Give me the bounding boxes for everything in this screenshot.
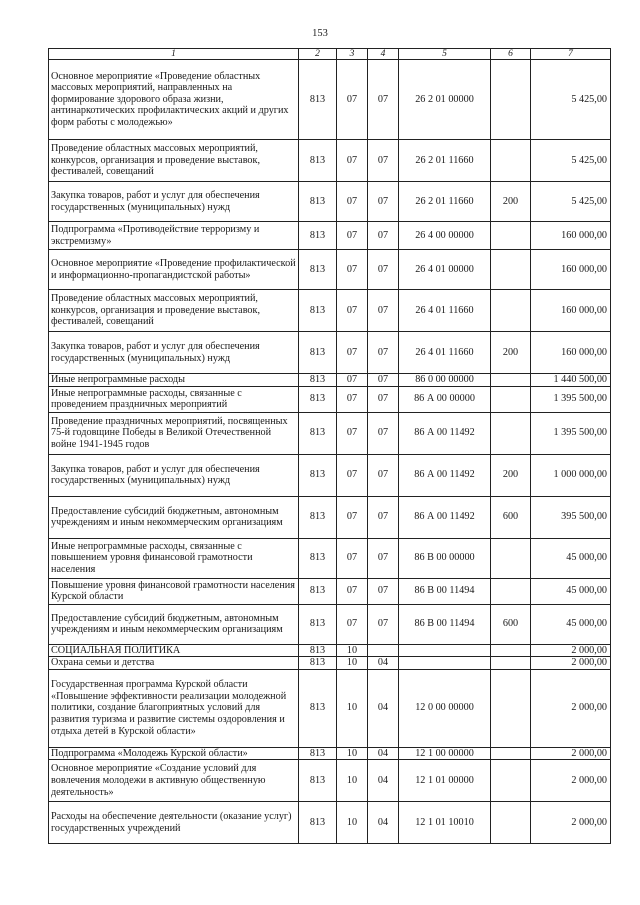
row-subsection-cell: 07 bbox=[368, 332, 399, 374]
row-amount-cell: 45 000,00 bbox=[531, 604, 611, 644]
header-col-1: 1 bbox=[49, 49, 299, 60]
row-name-cell: Подпрограмма «Молодежь Курской области» bbox=[49, 747, 299, 760]
table-row bbox=[49, 538, 611, 578]
row-section-cell: 07 bbox=[337, 290, 368, 332]
row-section-cell: 07 bbox=[337, 222, 368, 250]
row-section-cell: 07 bbox=[337, 250, 368, 290]
row-section-cell: 07 bbox=[337, 60, 368, 140]
row-target-code-cell: 86 А 00 00000 bbox=[399, 386, 491, 412]
row-name-cell: Иные непрограммные расходы, связанные с повышением уровня финансовой грамотности населения bbox=[49, 538, 299, 578]
row-admin-code-cell: 813 bbox=[299, 802, 337, 844]
row-subsection-cell: 07 bbox=[368, 290, 399, 332]
row-target-code-cell: 26 4 00 00000 bbox=[399, 222, 491, 250]
row-section-cell: 07 bbox=[337, 374, 368, 387]
row-admin-code-cell: 813 bbox=[299, 182, 337, 222]
row-name-cell: СОЦИАЛЬНАЯ ПОЛИТИКА bbox=[49, 644, 299, 657]
row-expense-type-cell bbox=[491, 60, 531, 140]
row-expense-type-cell bbox=[491, 290, 531, 332]
row-amount-cell: 160 000,00 bbox=[531, 250, 611, 290]
row-amount-cell: 45 000,00 bbox=[531, 538, 611, 578]
row-target-code-cell: 86 В 00 00000 bbox=[399, 538, 491, 578]
row-target-code-cell: 12 1 00 00000 bbox=[399, 747, 491, 760]
row-subsection-cell: 07 bbox=[368, 538, 399, 578]
row-expense-type-cell bbox=[491, 802, 531, 844]
table-row bbox=[49, 496, 611, 538]
row-admin-code-cell: 813 bbox=[299, 454, 337, 496]
row-amount-cell: 160 000,00 bbox=[531, 332, 611, 374]
table-row bbox=[49, 182, 611, 222]
row-subsection-cell: 07 bbox=[368, 374, 399, 387]
row-amount-cell: 2 000,00 bbox=[531, 802, 611, 844]
row-name-cell: Государственная программа Курской области «Повышение эффективности реализации молодежной политики, создание благоприятных условий для развития туризма и развитие системы оздоровления и отдыха детей в Курской области» bbox=[49, 669, 299, 747]
row-amount-cell: 2 000,00 bbox=[531, 669, 611, 747]
row-subsection-cell: 07 bbox=[368, 578, 399, 604]
row-expense-type-cell bbox=[491, 669, 531, 747]
row-name-cell: Предоставление субсидий бюджетным, автономным учреждениям и иным некоммерческим организациям bbox=[49, 496, 299, 538]
row-section-cell: 07 bbox=[337, 496, 368, 538]
row-target-code-cell: 86 А 00 11492 bbox=[399, 412, 491, 454]
table-row bbox=[49, 140, 611, 182]
row-amount-cell: 1 395 500,00 bbox=[531, 412, 611, 454]
header-col-7: 7 bbox=[531, 49, 611, 60]
row-expense-type-cell bbox=[491, 374, 531, 387]
row-admin-code-cell: 813 bbox=[299, 332, 337, 374]
row-expense-type-cell bbox=[491, 250, 531, 290]
row-expense-type-cell: 200 bbox=[491, 454, 531, 496]
header-col-6: 6 bbox=[491, 49, 531, 60]
row-amount-cell: 395 500,00 bbox=[531, 496, 611, 538]
row-target-code-cell: 26 4 01 11660 bbox=[399, 290, 491, 332]
row-target-code-cell: 26 2 01 11660 bbox=[399, 140, 491, 182]
row-subsection-cell: 07 bbox=[368, 604, 399, 644]
table-row bbox=[49, 386, 611, 412]
row-target-code-cell: 12 0 00 00000 bbox=[399, 669, 491, 747]
row-expense-type-cell bbox=[491, 644, 531, 657]
row-name-cell: Подпрограмма «Противодействие терроризму и экстремизму» bbox=[49, 222, 299, 250]
row-admin-code-cell: 813 bbox=[299, 669, 337, 747]
row-amount-cell: 5 425,00 bbox=[531, 60, 611, 140]
row-target-code-cell bbox=[399, 644, 491, 657]
row-section-cell: 10 bbox=[337, 644, 368, 657]
row-target-code-cell: 86 0 00 00000 bbox=[399, 374, 491, 387]
table-row bbox=[49, 222, 611, 250]
row-subsection-cell: 07 bbox=[368, 412, 399, 454]
row-name-cell: Основное мероприятие «Создание условий для вовлечения молодежи в активную общественную деятельность» bbox=[49, 760, 299, 802]
row-expense-type-cell bbox=[491, 386, 531, 412]
row-section-cell: 10 bbox=[337, 747, 368, 760]
row-target-code-cell: 12 1 01 10010 bbox=[399, 802, 491, 844]
row-name-cell: Иные непрограммные расходы, связанные с проведением праздничных мероприятий bbox=[49, 386, 299, 412]
row-subsection-cell: 04 bbox=[368, 760, 399, 802]
row-admin-code-cell: 813 bbox=[299, 538, 337, 578]
row-expense-type-cell bbox=[491, 222, 531, 250]
row-name-cell: Закупка товаров, работ и услуг для обеспечения государственных (муниципальных) нужд bbox=[49, 332, 299, 374]
row-expense-type-cell bbox=[491, 140, 531, 182]
budget-table bbox=[48, 48, 611, 844]
row-admin-code-cell: 813 bbox=[299, 747, 337, 760]
row-amount-cell: 1 000 000,00 bbox=[531, 454, 611, 496]
page-number: 153 bbox=[312, 28, 328, 39]
row-subsection-cell: 07 bbox=[368, 182, 399, 222]
row-expense-type-cell: 600 bbox=[491, 496, 531, 538]
row-name-cell: Проведение праздничных мероприятий, посвященных 75-й годовщине Победы в Великой Отечественной войне 1941-1945 годов bbox=[49, 412, 299, 454]
row-amount-cell: 1 440 500,00 bbox=[531, 374, 611, 387]
row-expense-type-cell: 200 bbox=[491, 182, 531, 222]
row-target-code-cell: 26 2 01 00000 bbox=[399, 60, 491, 140]
row-subsection-cell: 04 bbox=[368, 657, 399, 670]
row-target-code-cell: 12 1 01 00000 bbox=[399, 760, 491, 802]
row-name-cell: Охрана семьи и детства bbox=[49, 657, 299, 670]
row-expense-type-cell: 200 bbox=[491, 332, 531, 374]
row-admin-code-cell: 813 bbox=[299, 374, 337, 387]
row-admin-code-cell: 813 bbox=[299, 222, 337, 250]
row-section-cell: 10 bbox=[337, 669, 368, 747]
row-admin-code-cell: 813 bbox=[299, 140, 337, 182]
row-section-cell: 07 bbox=[337, 182, 368, 222]
row-expense-type-cell bbox=[491, 747, 531, 760]
row-section-cell: 07 bbox=[337, 386, 368, 412]
row-name-cell: Предоставление субсидий бюджетным, автономным учреждениям и иным некоммерческим организациям bbox=[49, 604, 299, 644]
table-row bbox=[49, 250, 611, 290]
table-row bbox=[49, 60, 611, 140]
header-col-4: 4 bbox=[368, 49, 399, 60]
row-admin-code-cell: 813 bbox=[299, 250, 337, 290]
row-amount-cell: 1 395 500,00 bbox=[531, 386, 611, 412]
row-name-cell: Закупка товаров, работ и услуг для обеспечения государственных (муниципальных) нужд bbox=[49, 182, 299, 222]
header-col-2: 2 bbox=[299, 49, 337, 60]
row-name-cell: Иные непрограммные расходы bbox=[49, 374, 299, 387]
row-name-cell: Основное мероприятие «Проведение областных массовых мероприятий, направленных на формирование здорового образа жизни, антинаркотических профилактических акций и других форм работы с молодежью» bbox=[49, 60, 299, 140]
row-admin-code-cell: 813 bbox=[299, 60, 337, 140]
row-section-cell: 07 bbox=[337, 454, 368, 496]
row-subsection-cell: 07 bbox=[368, 60, 399, 140]
row-subsection-cell: 07 bbox=[368, 140, 399, 182]
row-amount-cell: 45 000,00 bbox=[531, 578, 611, 604]
header-col-5: 5 bbox=[399, 49, 491, 60]
row-subsection-cell: 07 bbox=[368, 250, 399, 290]
table-row bbox=[49, 747, 611, 760]
row-admin-code-cell: 813 bbox=[299, 760, 337, 802]
row-section-cell: 10 bbox=[337, 802, 368, 844]
table-row bbox=[49, 332, 611, 374]
row-amount-cell: 5 425,00 bbox=[531, 182, 611, 222]
row-section-cell: 07 bbox=[337, 140, 368, 182]
row-subsection-cell: 07 bbox=[368, 222, 399, 250]
row-name-cell: Проведение областных массовых мероприятий, конкурсов, организация и проведение выставок, фестивалей, совещаний bbox=[49, 290, 299, 332]
table-row bbox=[49, 669, 611, 747]
row-amount-cell: 160 000,00 bbox=[531, 290, 611, 332]
row-subsection-cell bbox=[368, 644, 399, 657]
row-target-code-cell: 86 В 00 11494 bbox=[399, 578, 491, 604]
row-target-code-cell: 26 4 01 11660 bbox=[399, 332, 491, 374]
row-expense-type-cell bbox=[491, 538, 531, 578]
table-row bbox=[49, 454, 611, 496]
header-row bbox=[49, 49, 611, 60]
row-subsection-cell: 04 bbox=[368, 669, 399, 747]
row-target-code-cell: 86 В 00 11494 bbox=[399, 604, 491, 644]
row-expense-type-cell bbox=[491, 578, 531, 604]
row-target-code-cell: 86 А 00 11492 bbox=[399, 496, 491, 538]
table-row bbox=[49, 604, 611, 644]
row-subsection-cell: 04 bbox=[368, 747, 399, 760]
table-row bbox=[49, 374, 611, 387]
row-subsection-cell: 07 bbox=[368, 386, 399, 412]
row-admin-code-cell: 813 bbox=[299, 657, 337, 670]
row-section-cell: 07 bbox=[337, 332, 368, 374]
row-amount-cell: 2 000,00 bbox=[531, 747, 611, 760]
row-admin-code-cell: 813 bbox=[299, 644, 337, 657]
row-subsection-cell: 07 bbox=[368, 454, 399, 496]
header-col-3: 3 bbox=[337, 49, 368, 60]
row-admin-code-cell: 813 bbox=[299, 290, 337, 332]
row-subsection-cell: 04 bbox=[368, 802, 399, 844]
row-section-cell: 07 bbox=[337, 412, 368, 454]
row-admin-code-cell: 813 bbox=[299, 578, 337, 604]
row-target-code-cell: 26 2 01 11660 bbox=[399, 182, 491, 222]
row-section-cell: 10 bbox=[337, 760, 368, 802]
row-name-cell: Расходы на обеспечение деятельности (оказание услуг) государственных учреждений bbox=[49, 802, 299, 844]
row-admin-code-cell: 813 bbox=[299, 496, 337, 538]
row-amount-cell: 2 000,00 bbox=[531, 657, 611, 670]
row-amount-cell: 5 425,00 bbox=[531, 140, 611, 182]
row-expense-type-cell bbox=[491, 657, 531, 670]
row-amount-cell: 2 000,00 bbox=[531, 760, 611, 802]
row-admin-code-cell: 813 bbox=[299, 386, 337, 412]
table-row bbox=[49, 760, 611, 802]
table-row bbox=[49, 657, 611, 670]
table-row bbox=[49, 290, 611, 332]
row-section-cell: 07 bbox=[337, 538, 368, 578]
row-expense-type-cell: 600 bbox=[491, 604, 531, 644]
row-name-cell: Закупка товаров, работ и услуг для обеспечения государственных (муниципальных) нужд bbox=[49, 454, 299, 496]
table-row bbox=[49, 578, 611, 604]
row-amount-cell: 2 000,00 bbox=[531, 644, 611, 657]
row-amount-cell: 160 000,00 bbox=[531, 222, 611, 250]
row-admin-code-cell: 813 bbox=[299, 412, 337, 454]
row-expense-type-cell bbox=[491, 760, 531, 802]
row-expense-type-cell bbox=[491, 412, 531, 454]
table-row bbox=[49, 412, 611, 454]
row-target-code-cell: 26 4 01 00000 bbox=[399, 250, 491, 290]
table-row bbox=[49, 644, 611, 657]
row-target-code-cell bbox=[399, 657, 491, 670]
row-target-code-cell: 86 А 00 11492 bbox=[399, 454, 491, 496]
row-section-cell: 10 bbox=[337, 657, 368, 670]
row-admin-code-cell: 813 bbox=[299, 604, 337, 644]
row-subsection-cell: 07 bbox=[368, 496, 399, 538]
row-name-cell: Основное мероприятие «Проведение профилактической и информационно-пропагандистской работы» bbox=[49, 250, 299, 290]
row-section-cell: 07 bbox=[337, 578, 368, 604]
row-section-cell: 07 bbox=[337, 604, 368, 644]
row-name-cell: Повышение уровня финансовой грамотности населения Курской области bbox=[49, 578, 299, 604]
row-name-cell: Проведение областных массовых мероприятий, конкурсов, организация и проведение выставок, фестивалей, совещаний bbox=[49, 140, 299, 182]
table-row bbox=[49, 802, 611, 844]
